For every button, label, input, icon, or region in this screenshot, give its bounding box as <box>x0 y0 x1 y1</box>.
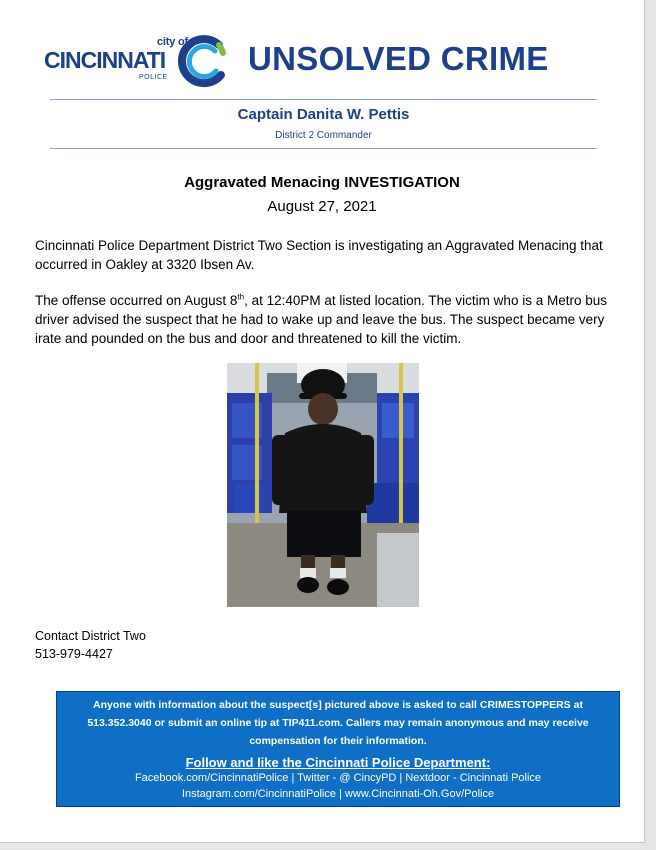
report-date: August 27, 2021 <box>267 198 377 215</box>
details-superscript: th <box>237 292 245 302</box>
intro-paragraph: Cincinnati Police Department District Two Section is investigating an Aggravated Menacing that occurred in Oakley at 3320 Ibsen Av. <box>35 238 603 272</box>
contact-phone: 513-979-4427 <box>35 647 113 661</box>
details-text-1: The offense occurred on August 8 <box>35 293 238 308</box>
contact-label: Contact District Two <box>35 629 146 643</box>
logo-city-of: city of <box>157 36 188 48</box>
logo-police: POLICE <box>139 74 168 81</box>
contact-block <box>35 627 146 663</box>
subheader-divider <box>50 148 597 149</box>
commander-name: Captain Danita W. Pettis <box>237 106 410 123</box>
cincinnati-police-logo <box>44 33 234 89</box>
logo-c-emblem-icon <box>175 33 231 89</box>
details-paragraph <box>35 291 620 348</box>
report-title: Aggravated Menacing INVESTIGATION <box>184 174 460 191</box>
crimestoppers-box <box>56 691 620 807</box>
social-links-line-1: Facebook.com/CincinnatiPolice | Twitter - @ CincyPD | Nextdoor - Cincinnati Police <box>134 772 542 784</box>
logo-wordmark: CINCINNATI <box>44 47 166 73</box>
header-divider <box>50 99 597 100</box>
details-text-2: , at 12:40PM at listed location. The victim who is a Metro bus driver advised the suspect that he had to wake up and leave the bus. The suspect became very irate and pounded on the bus and door and threatened to kill the victim. <box>35 293 607 346</box>
commander-title: District 2 Commander <box>275 130 372 141</box>
social-links-line-2: Instagram.com/CincinnatiPolice | www.Cincinnati-Oh.Gov/Police <box>181 788 495 800</box>
suspect-photo <box>227 363 419 607</box>
follow-heading: Follow and like the Cincinnati Police Department: <box>185 755 491 770</box>
page-title: UNSOLVED CRIME <box>248 40 549 77</box>
crimestoppers-notice: Anyone with information about the suspect[s] pictured above is asked to call CRIMESTOPPERS at 513.352.3040 or submit an online tip at TIP411.com. Callers may remain anonymous and may receive compensation for their information. <box>87 699 589 747</box>
